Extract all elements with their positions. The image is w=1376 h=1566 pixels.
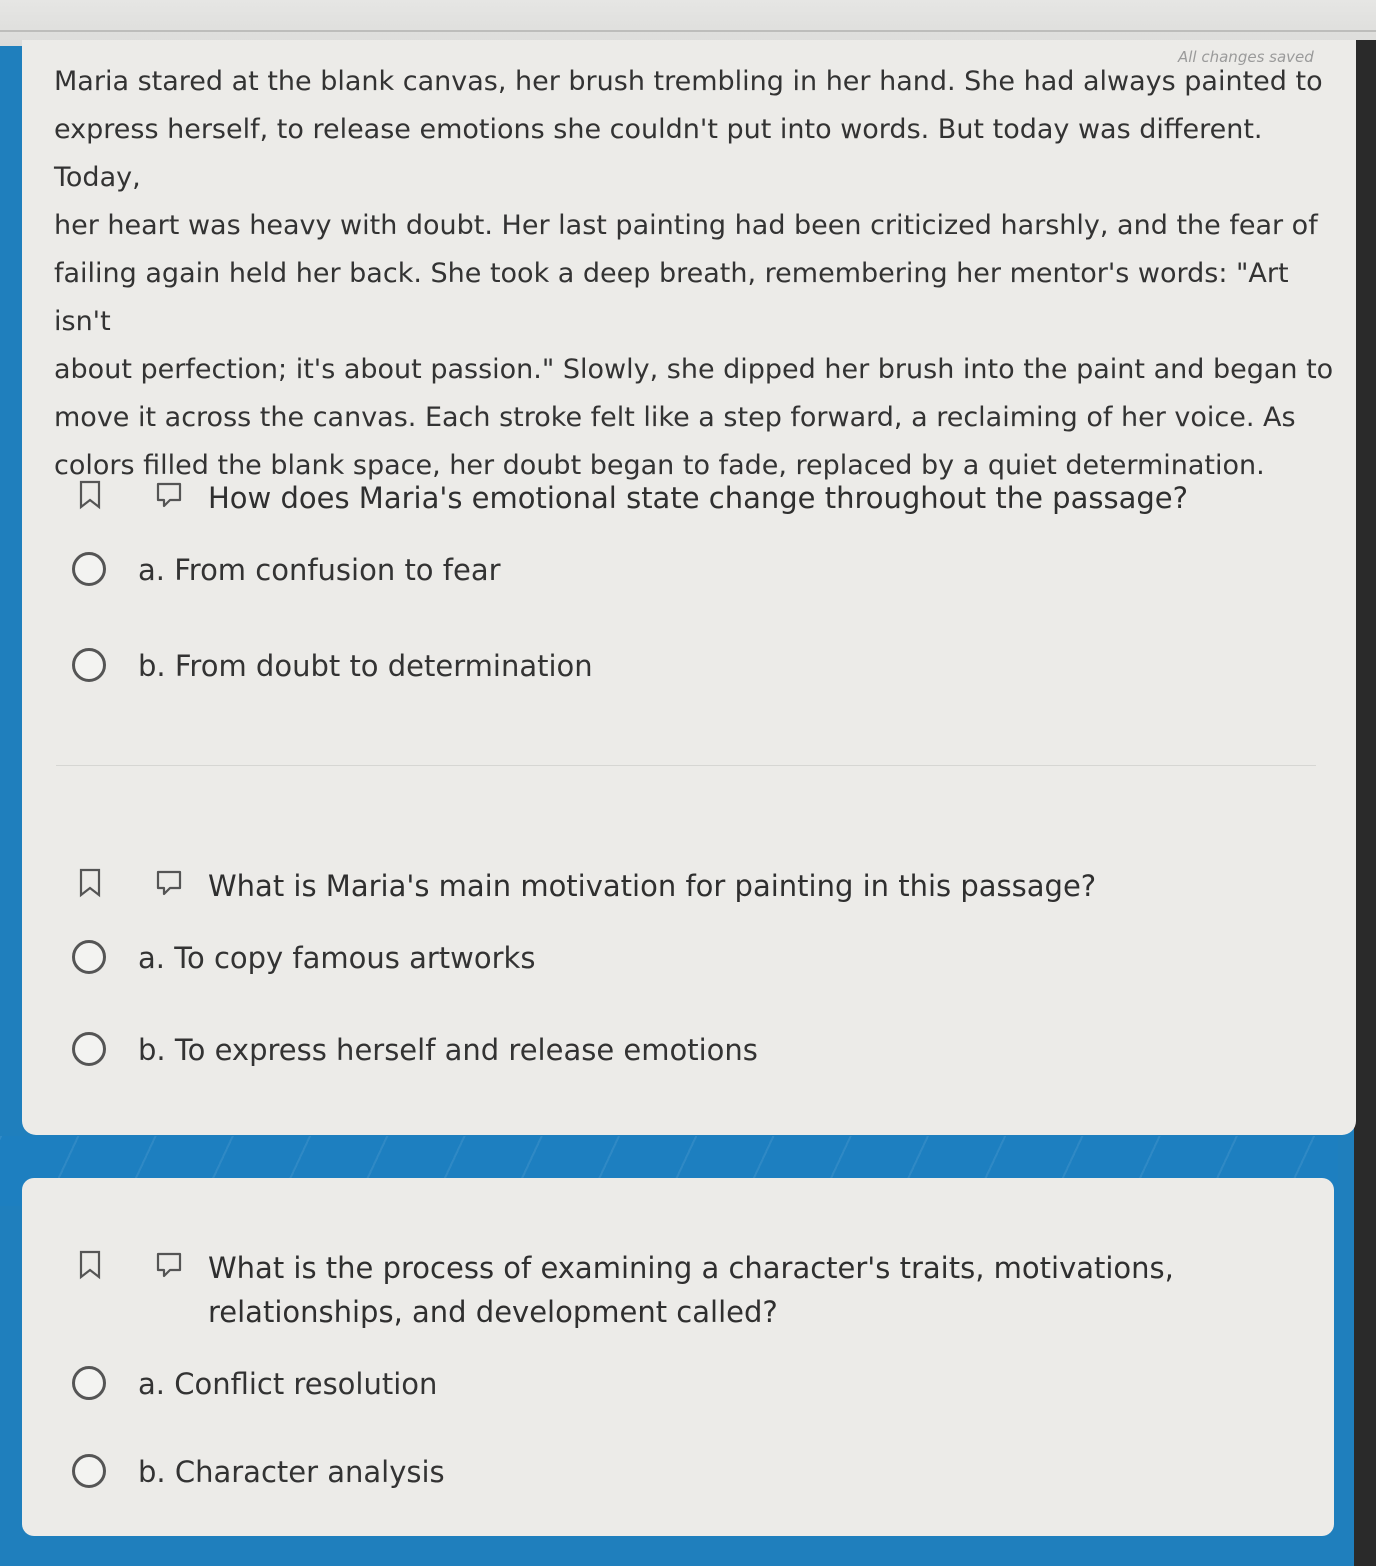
question-text: How does Maria's emotional state change throughout the passage? (208, 481, 1188, 515)
radio-button[interactable] (72, 552, 106, 586)
option-label: a. To copy famous artworks (138, 941, 536, 975)
bookmark-icon[interactable] (78, 480, 102, 510)
radio-button[interactable] (72, 648, 106, 682)
flag-icon[interactable] (154, 1250, 184, 1280)
question-text: What is Maria's main motivation for painting in this passage? (208, 869, 1097, 903)
flag-icon[interactable] (154, 868, 184, 898)
flag-icon[interactable] (154, 480, 184, 510)
bookmark-icon[interactable] (78, 1250, 102, 1280)
reading-passage: Maria stared at the blank canvas, her brush trembling in her hand. She had always painted to express herself, to release emotions she couldn't put into words. But today was different. Today, her heart was heavy with doubt. Her last painting had been criticized harshly, and the fear of failing again held her back. She took a deep breath, remembering her mentor's words: "Art isn't about perfection; it's about passion." Slowly, she dipped her brush into the paint and began to move it across the canvas. Each stroke felt like a step forward, a reclaiming of her voice. As colors filled the blank space, her doubt began to fade, replaced by a quiet determination. (54, 66, 1334, 481)
save-status: All changes saved (1178, 48, 1314, 66)
bookmark-icon[interactable] (78, 868, 102, 898)
option-label: a. Conflict resolution (138, 1367, 438, 1401)
radio-button[interactable] (72, 1032, 106, 1066)
screen-edge (1354, 40, 1376, 1566)
option-label: a. From confusion to fear (138, 553, 501, 587)
option-label: b. To express herself and release emotions (138, 1033, 758, 1067)
top-rule (0, 30, 1376, 32)
option-label: b. From doubt to determination (138, 649, 593, 683)
radio-button[interactable] (72, 1454, 106, 1488)
question-text: What is the process of examining a character's traits, motivations, relationships, and development called? (208, 1251, 1174, 1329)
divider (56, 765, 1316, 766)
option-label: b. Character analysis (138, 1455, 445, 1489)
radio-button[interactable] (72, 940, 106, 974)
radio-button[interactable] (72, 1366, 106, 1400)
